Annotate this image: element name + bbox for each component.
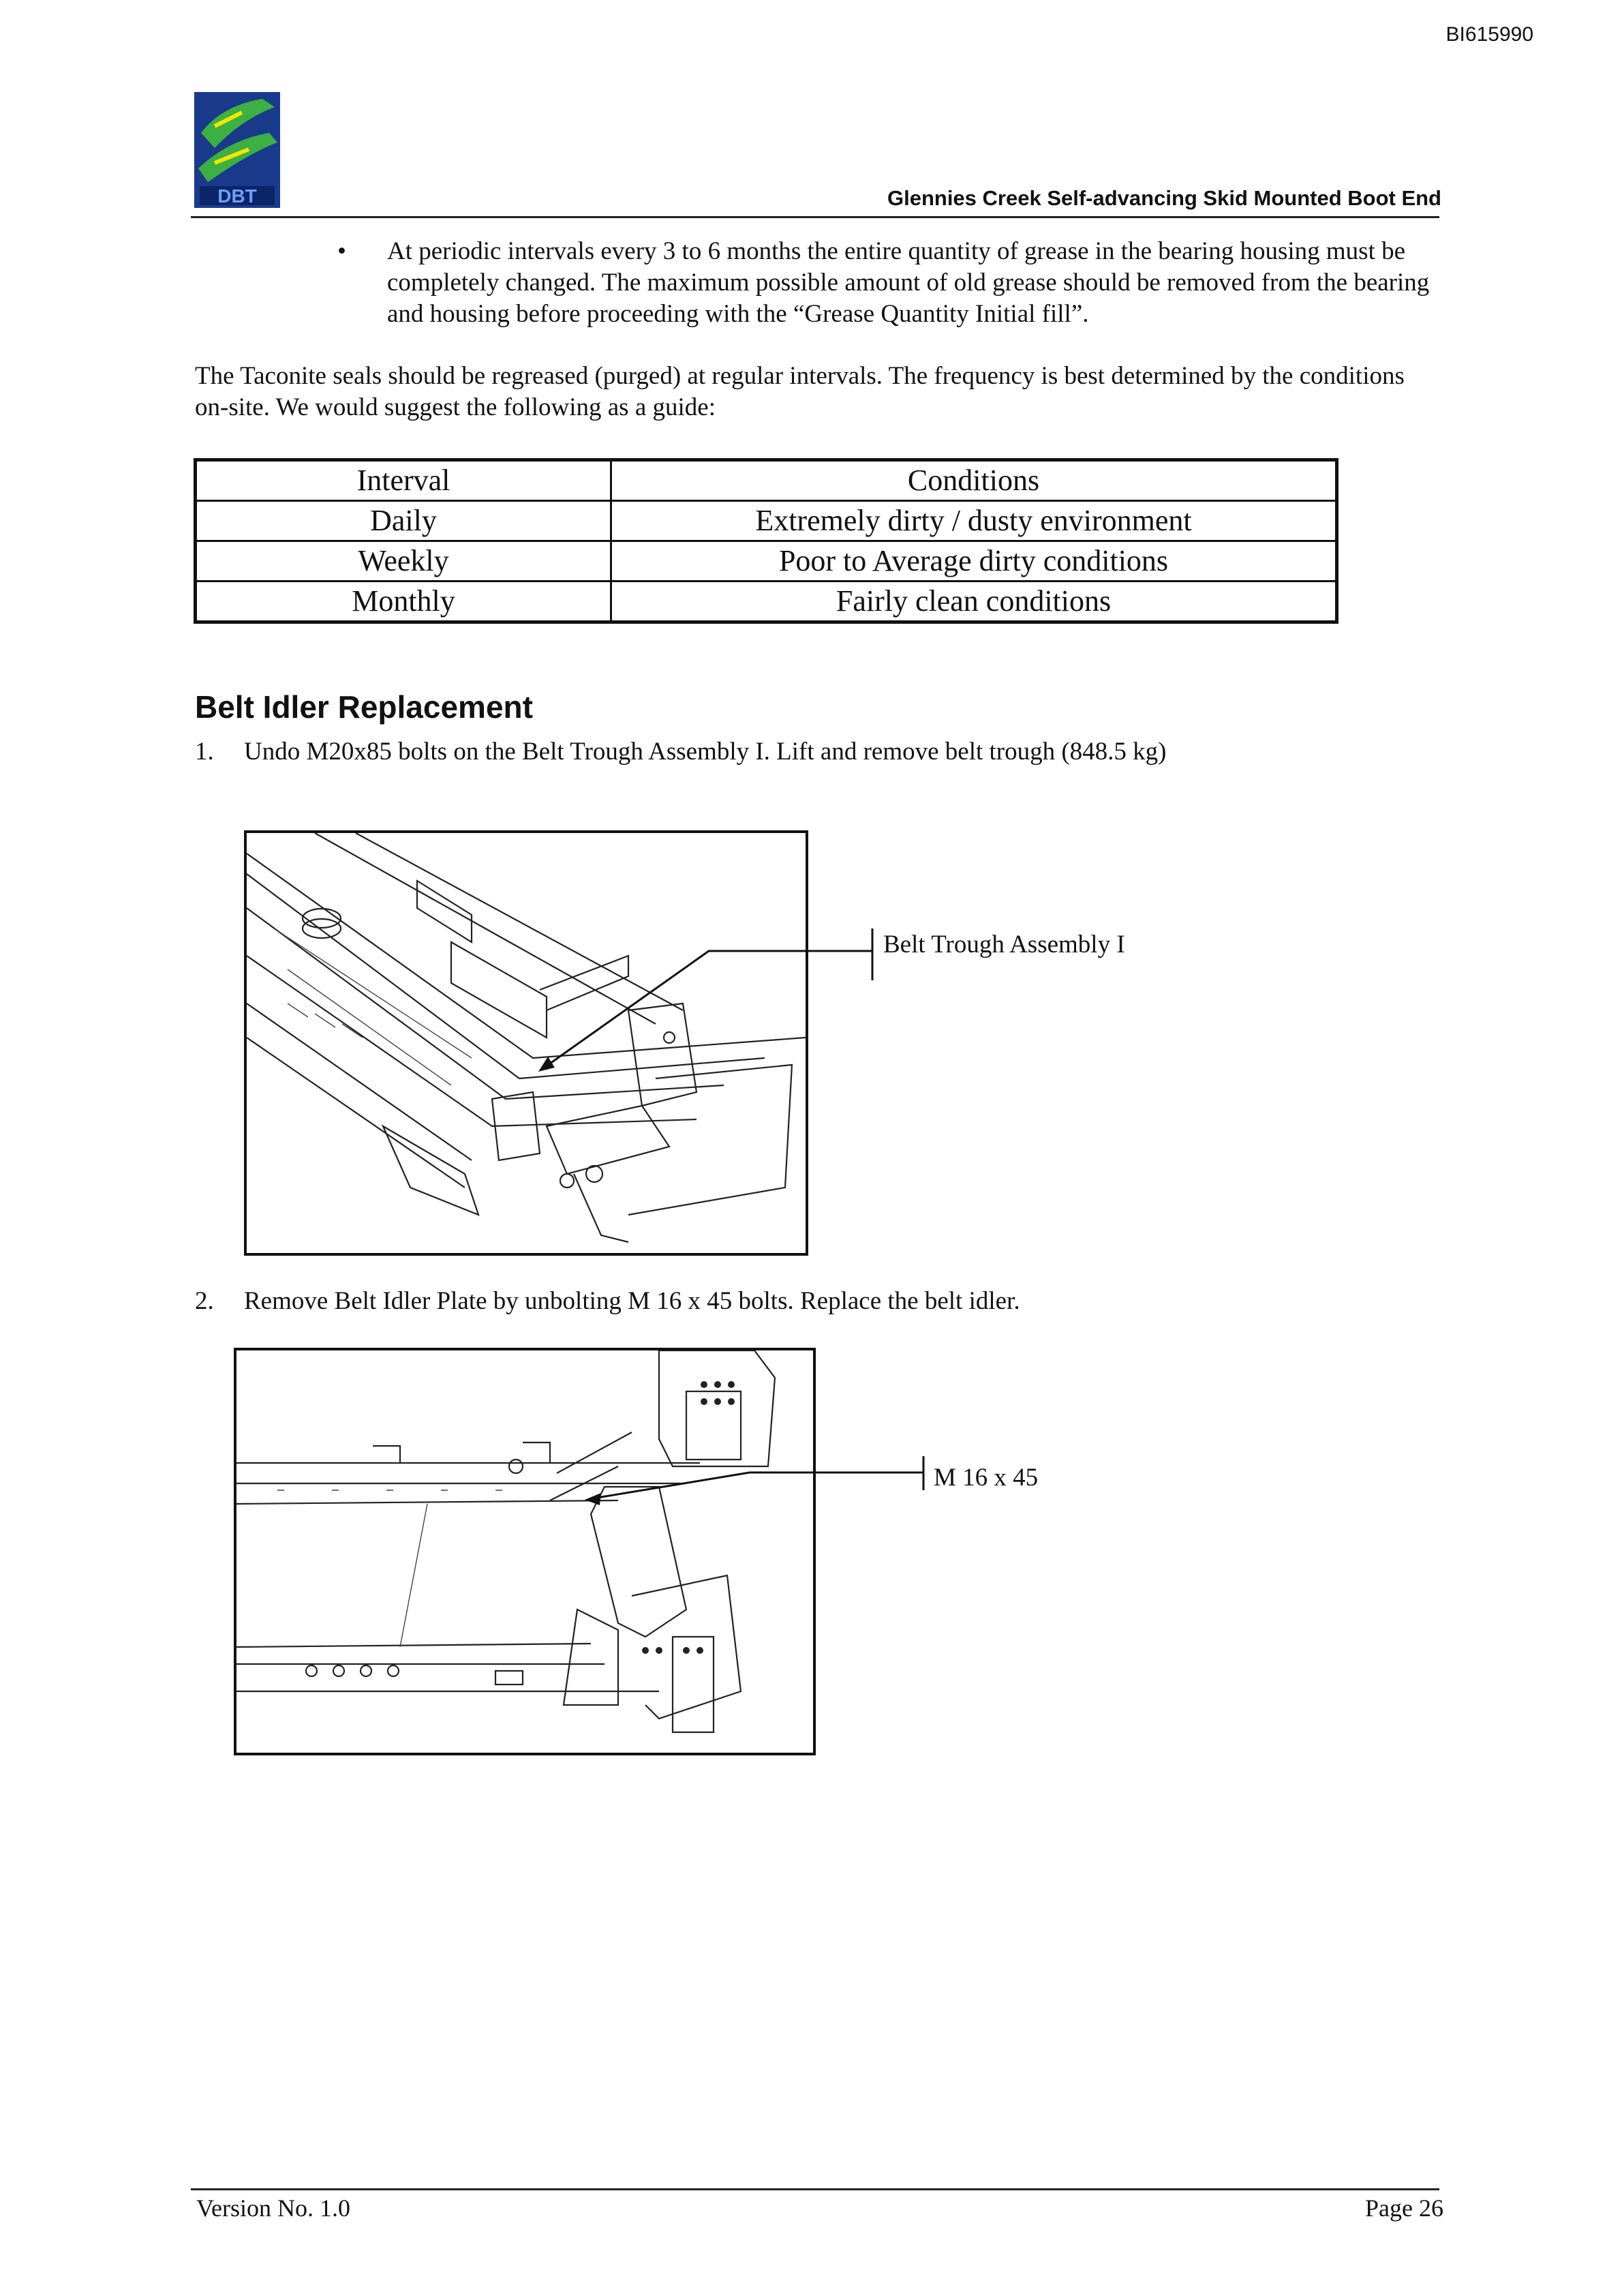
table-row (196, 581, 1337, 622)
footer-page-number: Page 26 (1365, 2194, 1443, 2222)
bullet-marker: • (337, 237, 346, 265)
step-text: Undo M20x85 bolts on the Belt Trough Assembly I. Lift and remove belt trough (848.5 kg) (244, 738, 1167, 766)
section-heading: Belt Idler Replacement (195, 689, 533, 725)
table-header-cell: Interval (196, 460, 611, 501)
table-cell: Monthly (196, 581, 611, 622)
header-title: Glennies Creek Self-advancing Skid Mounted Boot End (887, 186, 1441, 210)
callout-1-leader (532, 927, 886, 1077)
table-cell: Poor to Average dirty conditions (611, 541, 1337, 581)
bullet-paragraph: At periodic intervals every 3 to 6 months the entire quantity of grease in the bearing housing must be completely changed. The maximum possible amount of old grease should be removed from the bearing and housing before proceeding with the “Grease Quantity Initial fill”. (387, 237, 1430, 328)
taconite-paragraph: The Taconite seals should be regreased (purged) at regular intervals. The frequency is best determined by the conditions on-site. We would suggest the following as a guide: (195, 362, 1405, 421)
table-header-cell: Conditions (611, 460, 1337, 501)
callout-label: Belt Trough Assembly I (883, 931, 1125, 958)
step-item (195, 736, 1167, 768)
footer-version: Version No. 1.0 (196, 2194, 350, 2222)
idler-plate-figure (234, 1348, 816, 1755)
footer-divider (191, 2188, 1439, 2190)
step-number: 2. (195, 1287, 214, 1315)
table-cell: Extremely dirty / dusty environment (611, 501, 1337, 541)
header-divider (191, 216, 1439, 218)
callout-label: M 16 x 45 (934, 1464, 1039, 1492)
table-cell: Weekly (196, 541, 611, 581)
table-header-row (196, 460, 1337, 501)
table-row (196, 541, 1337, 581)
table-cell: Daily (196, 501, 611, 541)
dbt-logo (194, 92, 280, 208)
step-text: Remove Belt Idler Plate by unbolting M 16 x 45 bolts. Replace the belt idler. (244, 1287, 1020, 1315)
regrease-interval-table (194, 458, 1338, 624)
callout-2-leader (579, 1452, 934, 1520)
svg-text:DBT: DBT (217, 185, 257, 207)
document-id: BI615990 (1445, 23, 1533, 46)
table-cell: Fairly clean conditions (611, 581, 1337, 622)
table-row (196, 501, 1337, 541)
step-number: 1. (195, 738, 214, 766)
step-item (195, 1286, 1020, 1317)
